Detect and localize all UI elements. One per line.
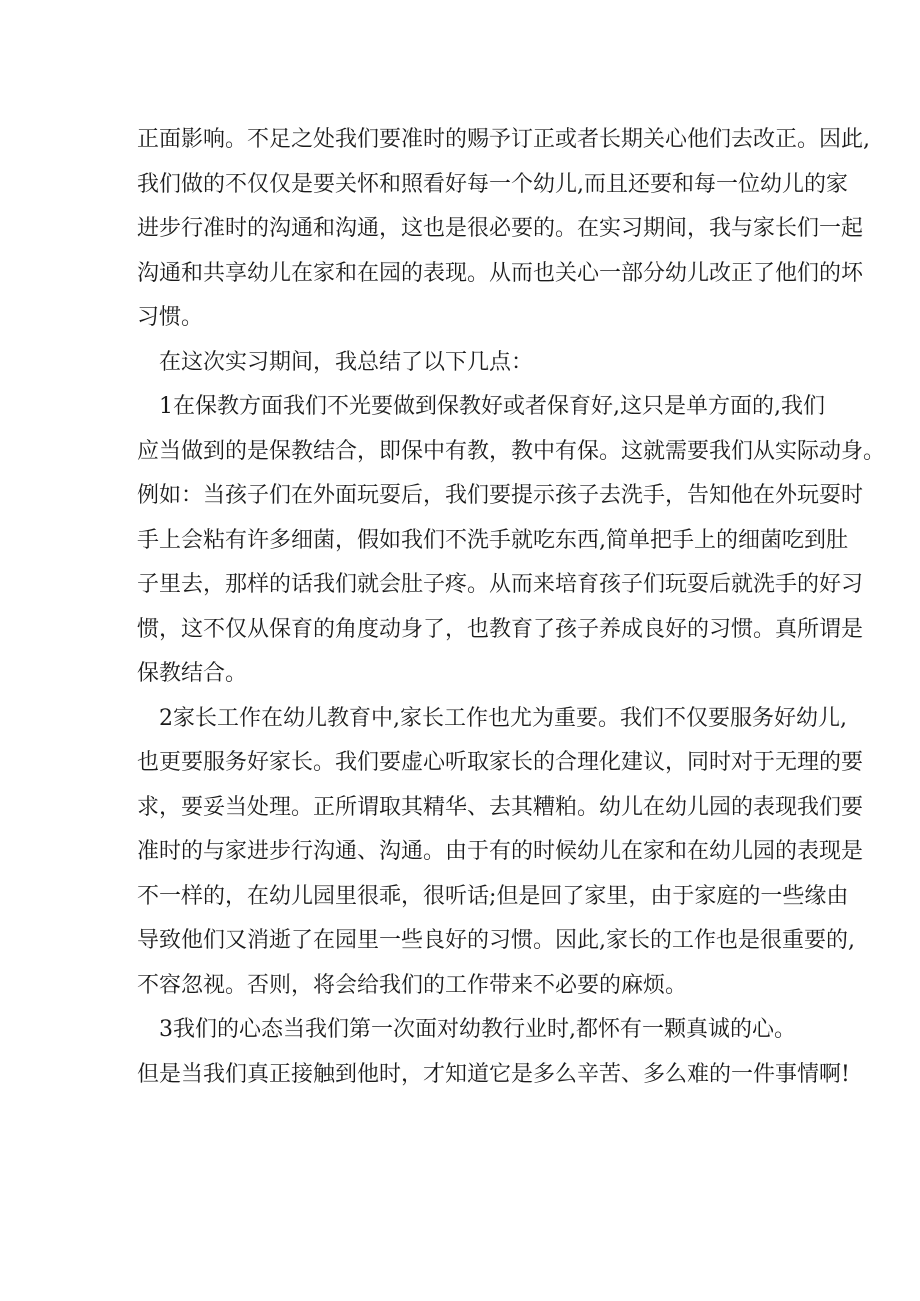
point-3-heading-line: 3我们的心态当我们第一次面对幼教行业时,都怀有一颗真诚的心。 [159, 1017, 796, 1042]
text-line: 保教结合。 [137, 661, 248, 686]
text-line: 求，要妥当处理。正所谓取其精华、去其糟粕。幼儿在幼儿园的表现我们要 [137, 794, 864, 820]
text-line: 子里去，那样的话我们就会肚子疼。从而来培育孩子们玩耍后就洗手的好习 [137, 572, 864, 597]
text-line: 惯，这不仅从保育的角度动身了，也教育了孩子养成良好的习惯。真所谓是 [137, 616, 864, 642]
text-line: 例如：当孩子们在外面玩耍后，我们要提示孩子去洗手，告知他在外玩耍时 [137, 483, 864, 508]
text-line: 手上会粘有许多细菌，假如我们不洗手就吃东西,简单把手上的细菌吃到肚 [137, 527, 848, 553]
document-body [137, 118, 886, 1097]
text-line: 不容忽视。否则，将会给我们的工作带来不必要的麻烦。 [137, 972, 688, 998]
text-line: 沟通和共享幼儿在家和在园的表现。从而也关心一部分幼儿改正了他们的坏 [137, 260, 864, 286]
text-line: 我们做的不仅仅是要关怀和照看好每一个幼儿,而且还要和每一位幼儿的家 [137, 171, 848, 197]
point-2-heading-line: 2家长工作在幼儿教育中,家长工作也尤为重要。我们不仅要服务好幼儿, [159, 705, 847, 731]
point-1-heading-line: 1在保教方面我们不光要做到保教好或者保育好,这只是单方面的,我们 [159, 394, 825, 419]
text-line: 准时的与家进步行沟通、沟通。由于有的时候幼儿在家和在幼儿园的表现是 [137, 839, 864, 864]
text-line: 进步行准时的沟通和沟通，这也是很必要的。在实习期间，我与家长们一起 [137, 216, 864, 241]
text-line: 正面影响。不足之处我们要准时的赐予订正或者长期关心他们去改正。因此, [137, 127, 870, 152]
text-line: 导致他们又消逝了在园里一些良好的习惯。因此,家长的工作也是很重要的, [137, 928, 855, 953]
text-line: 应当做到的是保教结合，即保中有教，教中有保。这就需要我们从实际动身。 [137, 438, 886, 464]
text-line: 也更要服务好家长。我们要虚心听取家长的合理化建议，同时对于无理的要 [137, 750, 864, 775]
section-intro-line: 在这次实习期间，我总结了以下几点： [159, 349, 534, 375]
text-line: 习惯。 [137, 305, 204, 330]
text-line: 但是当我们真正接触到他时，才知道它是多么辛苦、多么难的一件事情啊! [137, 1061, 850, 1087]
text-line: 不一样的，在幼儿园里很乖，很听话;但是回了家里，由于家庭的一些缘由 [137, 883, 849, 909]
